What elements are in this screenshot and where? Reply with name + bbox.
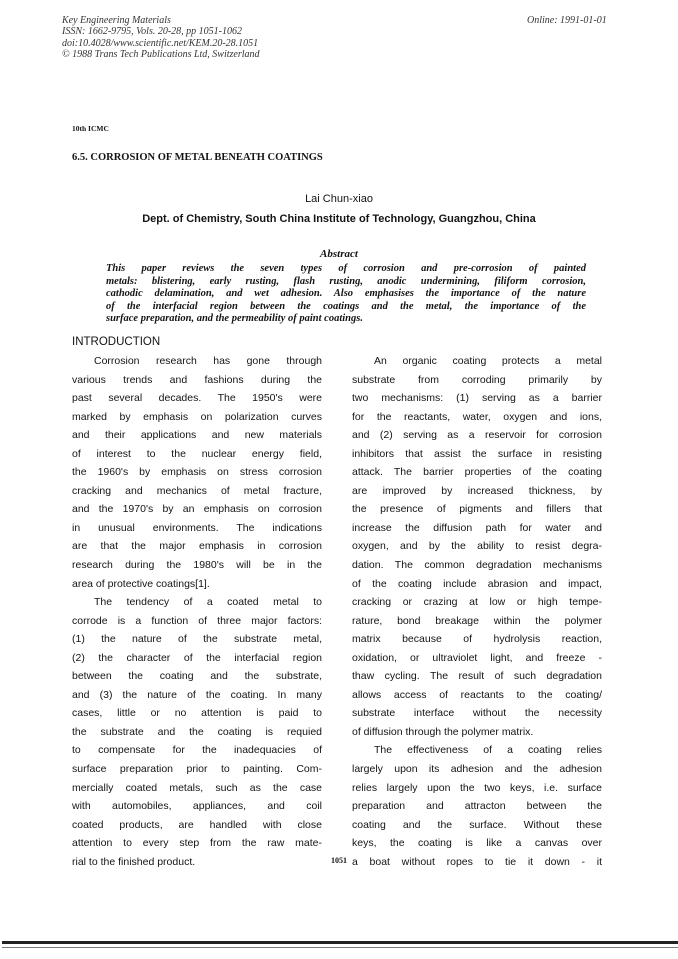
text-line: attention to every step from the raw mate- (72, 837, 322, 850)
conference-label: 10th ICMC (72, 124, 109, 133)
abstract-line: of the interfacial region between the coatings and the metal, the importance of the (106, 300, 586, 312)
text-line: and the 1970's by an emphasis on corrosion (72, 503, 322, 516)
text-line: two mechanisms: (1) serving as a barrier (352, 392, 602, 405)
text-line: area of protective coatings[1]. (72, 577, 210, 590)
text-line: and their applications and new materials (72, 429, 322, 442)
text-line: cases, little or no attention is paid to (72, 707, 322, 720)
text-line: relies largely upon the two keys, i.e. surface (352, 781, 602, 794)
author-affiliation: Dept. of Chemistry, South China Institute of Technology, Guangzhou, China (142, 213, 536, 225)
abstract-line: cathodic delamination, and wet adhesion. Also emphasises the importance of the nature (106, 288, 586, 300)
page-number: 1051 (331, 856, 347, 865)
text-line: coating and the surface. Without these (352, 818, 602, 831)
text-line: dation. The common degradation mechanisms (352, 559, 602, 572)
text-line: (2) the character of the interfacial region (72, 651, 322, 664)
abstract-line: This paper reviews the seven types of corrosion and pre-corrosion of painted (106, 263, 586, 274)
right-column (352, 352, 602, 871)
text-line: An organic coating protects a metal (374, 355, 602, 367)
online-date: Online: 1991-01-01 (527, 15, 607, 26)
text-line: the 1960's by emphasis on stress corrosion (72, 466, 322, 479)
text-line: past several decades. The 1950's were (72, 392, 322, 405)
text-line: the substrate and the coating is requied (72, 725, 322, 738)
text-line: between the coating and the substrate, (72, 670, 322, 683)
text-line: mercially coated metals, such as the case (72, 781, 322, 794)
copyright-line: © 1988 Trans Tech Publications Ltd, Switzerland (62, 48, 260, 60)
text-line: with automobiles, appliances, and coil (72, 800, 322, 813)
text-line: cracking or crazing at low or high tempe- (352, 596, 602, 609)
abstract-line: surface preparation, and the permeability of paint coatings. (106, 313, 363, 325)
text-line: (1) the nature of the substrate metal, (72, 633, 322, 646)
issn-line: ISSN: 1662-9795, Vols. 20-28, pp 1051-1062 (62, 26, 242, 38)
abstract-heading: Abstract (320, 248, 358, 260)
text-line: for the reactants, water, oxygen and ions, (352, 410, 602, 423)
text-line: attack. The barrier properties of the coating (352, 466, 602, 479)
text-line: surface preparation prior to painting. Com- (72, 763, 322, 776)
bottom-rule (2, 941, 678, 944)
text-line: of interest to the nuclear energy field, (72, 447, 322, 460)
introduction-heading: INTRODUCTION (72, 336, 161, 348)
text-line: in unusual environments. The indications (72, 521, 322, 534)
text-line: are improved by increased thickness, by (352, 484, 602, 497)
text-line: allows access of reactants to the coating/ (352, 688, 602, 701)
journal-meta (62, 15, 260, 60)
text-line: a boat without ropes to tie it down - it (352, 855, 602, 868)
text-line: of diffusion through the polymer matrix. (352, 725, 534, 738)
text-line: Corrosion research has gone through (94, 355, 322, 367)
text-line: inhibitors that assist the surface in resisting (352, 447, 602, 460)
text-line: coated products, are handled with close (72, 818, 322, 831)
text-line: and (3) the nature of the coating. In many (72, 688, 322, 701)
author-name: Lai Chun-xiao (305, 193, 373, 205)
section-title: 6.5. CORROSION OF METAL BENEATH COATINGS (72, 152, 323, 163)
text-line: research during the 1980's will be in the (72, 559, 322, 572)
text-line: largely upon its adhesion and the adhesion (352, 763, 602, 776)
text-line: keys, the coating is like a canvas over (352, 837, 602, 850)
abstract-line: metals: blistering, early rusting, flash rusting, anodic undermining, filiform corrosion, (106, 275, 586, 287)
doi-line: doi:10.4028/www.scientific.net/KEM.20-28.1051 (62, 37, 259, 49)
text-line: substrate interface without the necessity (352, 707, 602, 720)
bottom-rule-thin (2, 947, 678, 948)
text-line: corrode is a function of three major factors: (72, 614, 322, 627)
text-line: oxidation, or ultraviolet light, and freeze - (352, 651, 602, 664)
text-line: of the coating include abrasion and impact, (352, 577, 602, 590)
text-line: to compensate for the inadequacies of (72, 744, 322, 757)
text-line: rial to the finished product. (72, 855, 196, 868)
text-line: cracking and mechanics of metal fracture, (72, 484, 322, 497)
text-line: and (2) serving as a reservoir for corrosion (352, 429, 602, 442)
left-column (72, 352, 322, 871)
text-line: various trends and fashions during the (72, 373, 322, 386)
abstract-body (106, 263, 586, 326)
text-line: preparation and attracton between the (352, 800, 602, 813)
text-line: thaw cycling. The result of such degradation (352, 670, 602, 683)
text-line: rature, bond breakage within the polymer (352, 614, 602, 627)
text-line: The effectiveness of a coating relies (374, 744, 602, 757)
text-line: marked by emphasis on polarization curves (72, 410, 322, 423)
text-line: matrix because of hydrolysis reaction, (352, 633, 602, 646)
text-line: substrate from corroding primarily by (352, 373, 602, 386)
text-line: oxygen, and by the ability to resist degra- (352, 540, 602, 553)
text-line: are that the major emphasis in corrosion (72, 540, 322, 553)
text-line: increase the diffusion path for water and (352, 521, 602, 534)
journal-name: Key Engineering Materials (62, 15, 171, 26)
text-line: the presence of pigments and fillers that (352, 503, 602, 516)
text-line: The tendency of a coated metal to (94, 596, 322, 609)
